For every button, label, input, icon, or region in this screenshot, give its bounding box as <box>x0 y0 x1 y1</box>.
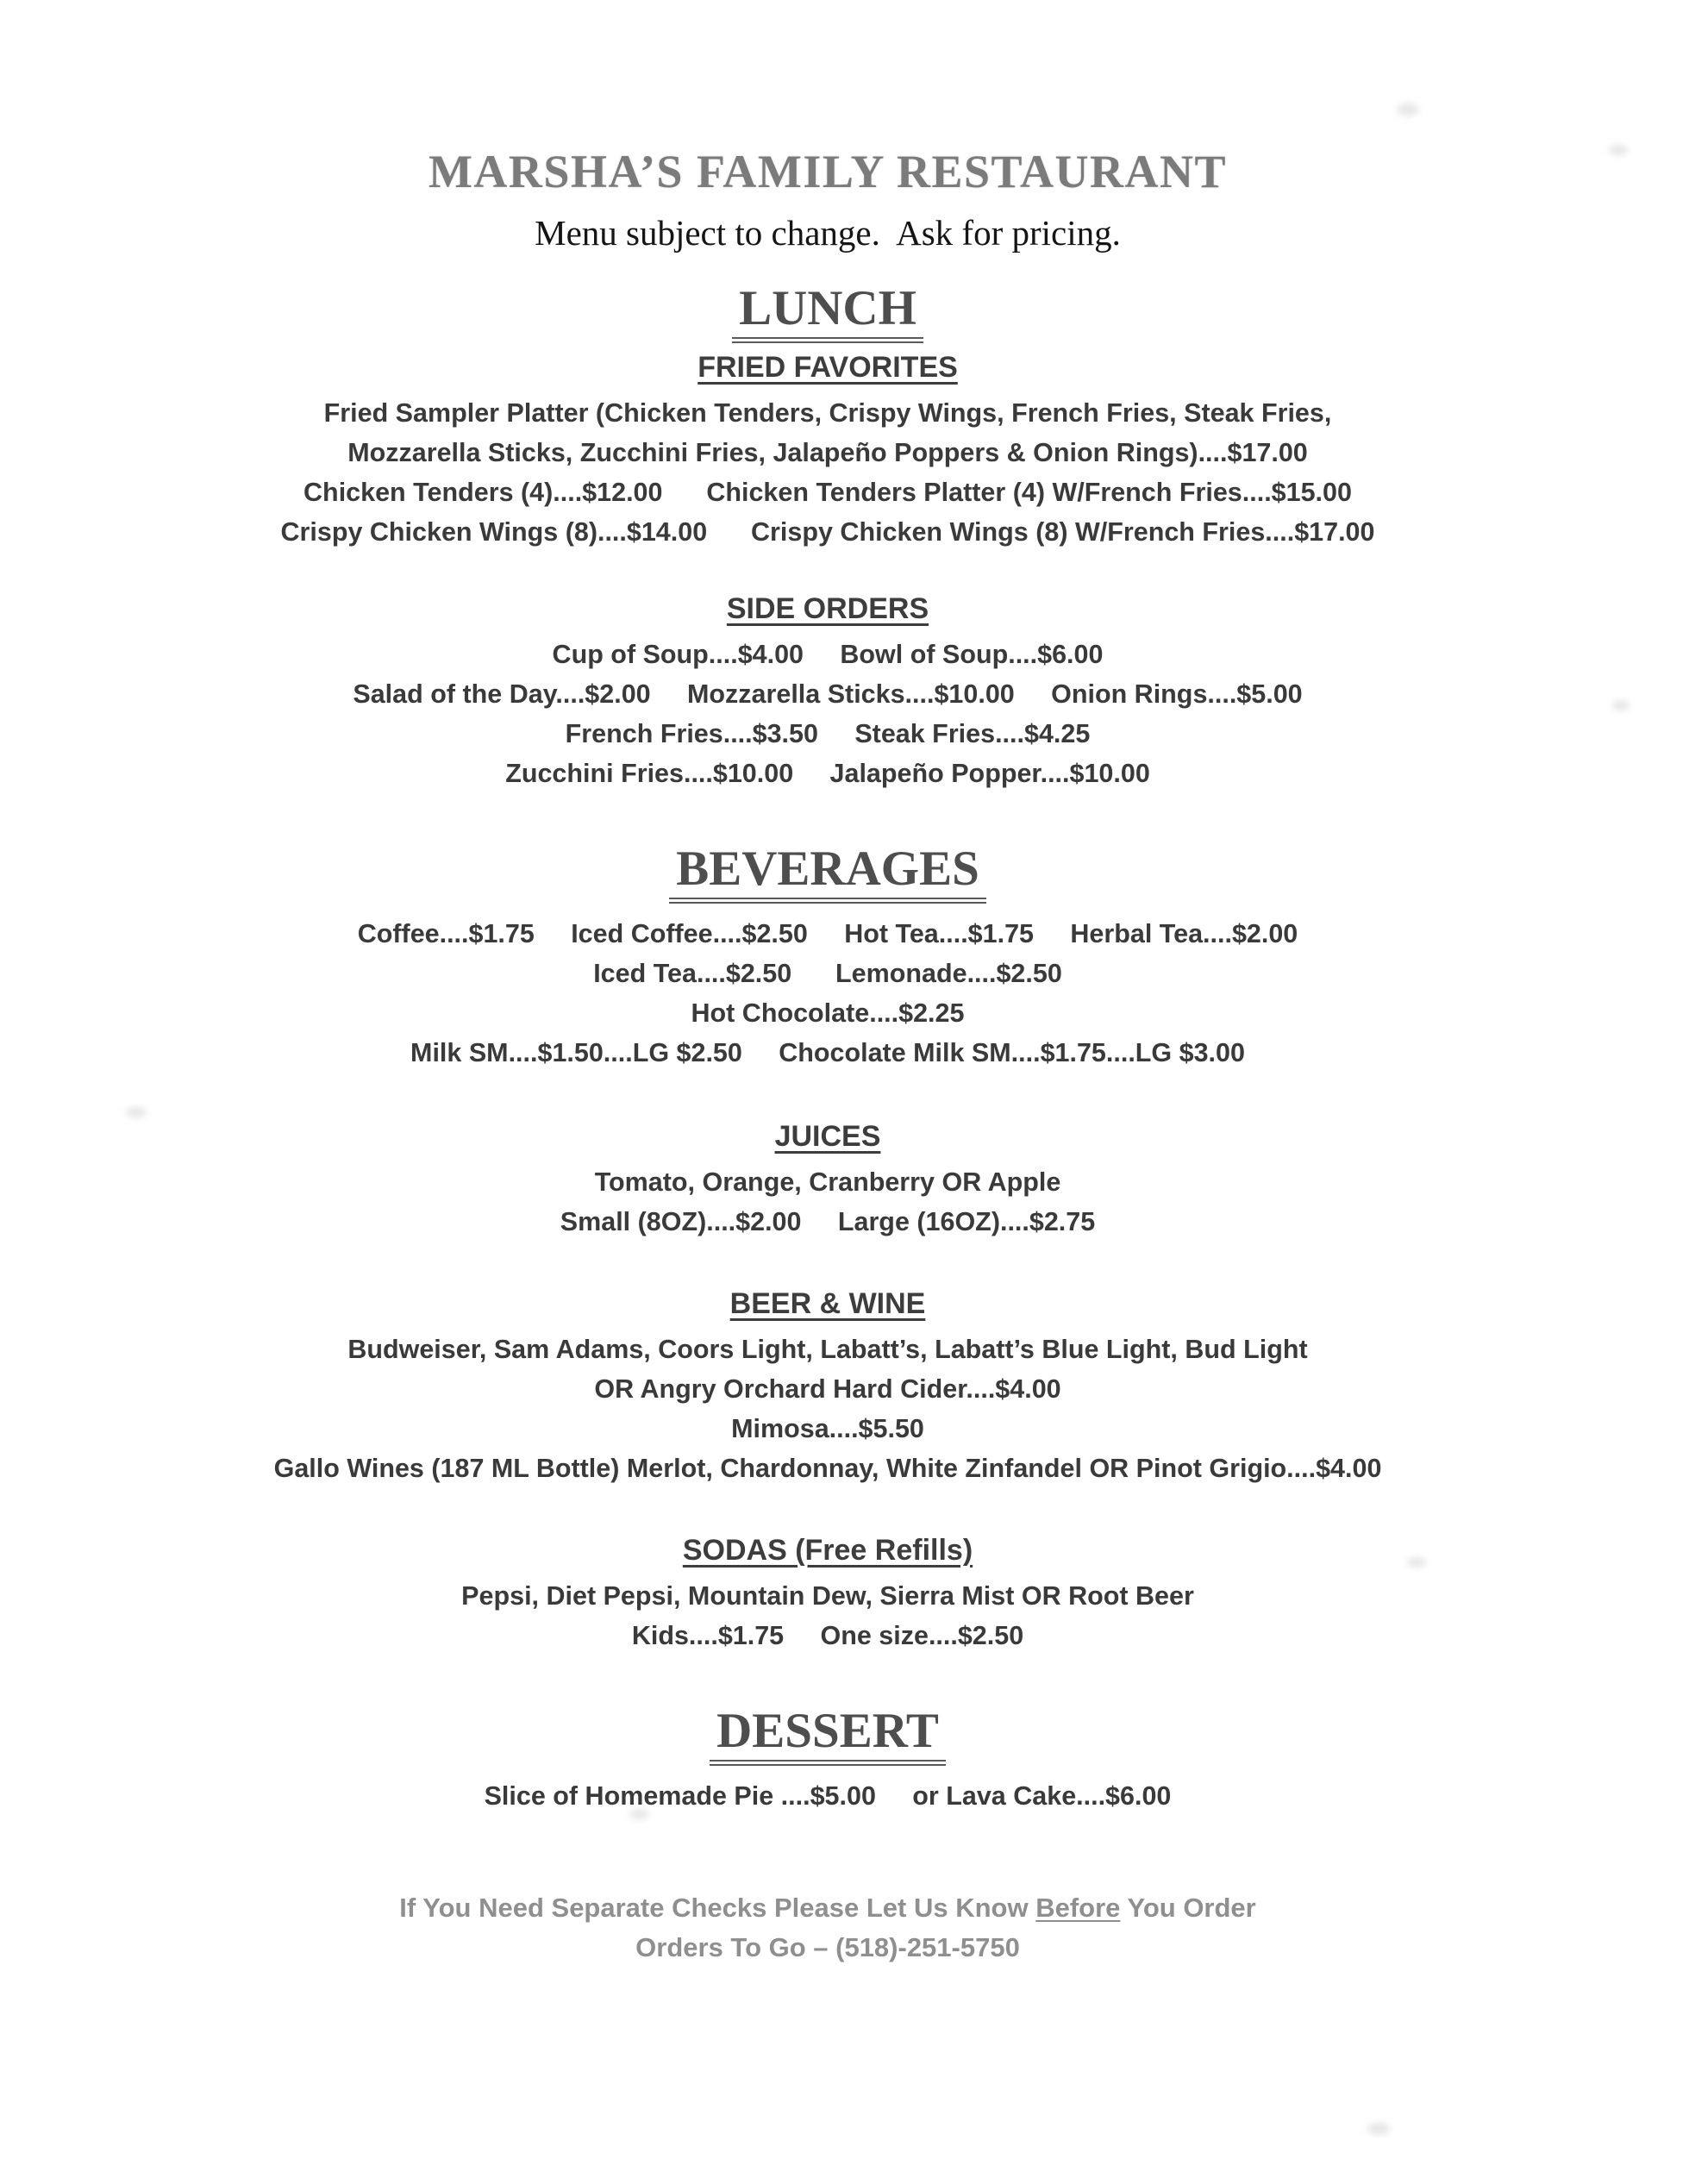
scan-artifact <box>126 1107 147 1117</box>
section-lunch <box>168 283 1487 343</box>
menu-line: Coffee....$1.75 Iced Coffee....$2.50 Hot Tea....$1.75 Herbal Tea....$2.00 <box>357 918 1298 948</box>
scan-artifact <box>1609 145 1628 155</box>
subsection-heading-beer-wine: BEER & WINE <box>729 1286 926 1320</box>
separate-checks-note <box>168 1888 1487 1928</box>
menu-line: Gallo Wines (187 ML Bottle) Merlot, Chardonnay, White Zinfandel OR Pinot Grigio....$4.00 <box>273 1453 1382 1483</box>
menu-line: Kids....$1.75 One size....$2.50 <box>631 1620 1024 1650</box>
fried-favorites-lines <box>168 393 1487 552</box>
menu-subtitle: Menu subject to change. Ask for pricing. <box>535 213 1121 253</box>
menu-line: Chicken Tenders (4)....$12.00 Chicken Tenders Platter (4) W/French Fries....$15.00 <box>303 477 1352 507</box>
note-text: You Order <box>1120 1892 1256 1923</box>
beverages-lines <box>168 914 1487 1073</box>
section-beverages <box>168 843 1487 904</box>
menu-line: Crispy Chicken Wings (8)....$14.00 Crispy Chicken Wings (8) W/French Fries....$17.00 <box>280 516 1375 547</box>
note-text: If You Need Separate Checks Please Let Us Know <box>399 1892 1036 1923</box>
menu-line: Budweiser, Sam Adams, Coors Light, Labatt’s, Labatt’s Blue Light, Bud Light <box>347 1334 1308 1364</box>
scan-artifact <box>1397 103 1419 116</box>
scan-artifact <box>1407 1557 1426 1568</box>
menu-line: Tomato, Orange, Cranberry OR Apple <box>594 1167 1061 1197</box>
subsection-heading-juices: JUICES <box>774 1119 881 1153</box>
beer-wine-lines <box>168 1330 1487 1488</box>
menu-line: Salad of the Day....$2.00 Mozzarella Sticks....$10.00 Onion Rings....$5.00 <box>353 679 1303 709</box>
note-underlined-word: Before <box>1035 1892 1121 1923</box>
side-orders-lines <box>168 635 1487 793</box>
restaurant-name: MARSHA’S FAMILY RESTAURANT <box>428 146 1228 197</box>
menu-line: Mimosa....$5.50 <box>731 1413 924 1443</box>
menu-line: Slice of Homemade Pie ....$5.00 or Lava Cake....$6.00 <box>484 1780 1172 1811</box>
menu-footer <box>168 1888 1487 1968</box>
sodas-lines <box>168 1576 1487 1655</box>
section-heading-lunch: LUNCH <box>732 283 923 343</box>
orders-to-go-phone: Orders To Go – (518)-251-5750 <box>635 1931 1020 1962</box>
scan-artifact <box>1612 700 1630 710</box>
section-dessert <box>168 1705 1487 1766</box>
menu-line: Small (8OZ)....$2.00 Large (16OZ)....$2.75 <box>560 1206 1096 1236</box>
juices-lines <box>168 1162 1487 1242</box>
dessert-lines <box>168 1776 1487 1816</box>
menu-line: Pepsi, Diet Pepsi, Mountain Dew, Sierra Mist OR Root Beer <box>461 1580 1194 1611</box>
scan-artifact <box>629 1809 648 1819</box>
menu-content <box>168 0 1487 1968</box>
menu-line: Cup of Soup....$4.00 Bowl of Soup....$6.00 <box>552 639 1104 669</box>
menu-line: Zucchini Fries....$10.00 Jalapeño Popper....$10.00 <box>505 758 1150 788</box>
menu-line: Milk SM....$1.50....LG $2.50 Chocolate Milk SM....$1.75....LG $3.00 <box>410 1037 1245 1067</box>
subsection-heading-side-orders: SIDE ORDERS <box>726 591 929 625</box>
menu-line: Fried Sampler Platter (Chicken Tenders, Crispy Wings, French Fries, Steak Fries, <box>323 397 1332 428</box>
subsection-heading-sodas: SODAS (Free Refills) <box>682 1533 973 1567</box>
menu-line: Iced Tea....$2.50 Lemonade....$2.50 <box>593 958 1062 988</box>
scan-artifact <box>1367 2123 1390 2135</box>
section-heading-beverages: BEVERAGES <box>669 843 986 904</box>
menu-line: OR Angry Orchard Hard Cider....$4.00 <box>594 1374 1061 1404</box>
menu-line: French Fries....$3.50 Steak Fries....$4.25 <box>565 718 1091 748</box>
menu-line: Mozzarella Sticks, Zucchini Fries, Jalapeño Poppers & Onion Rings)....$17.00 <box>347 437 1308 467</box>
section-heading-dessert: DESSERT <box>710 1705 946 1766</box>
menu-line: Hot Chocolate....$2.25 <box>691 998 965 1028</box>
subsection-heading-fried-favorites: FRIED FAVORITES <box>697 350 958 384</box>
